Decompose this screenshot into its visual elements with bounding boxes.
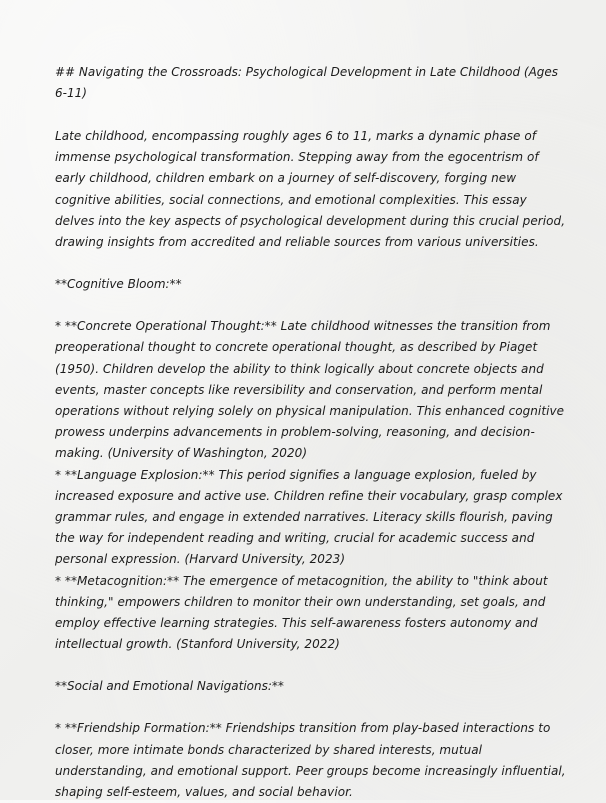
list-item-friendship: * **Friendship Formation:** Friendships transition from play-based interactions to closer, more intimate bonds characterized by shared interests, mutual understanding, and emotional support. Peer groups become increasingly influential, shaping self-esteem, values, and social behavior. — [55, 721, 566, 800]
spacer — [55, 655, 567, 676]
list-item-concrete-operational: * **Concrete Operational Thought:** Late childhood witnesses the transition from preoperational thought to concrete operational thought, as described by Piaget (1950). Children develop the ability to think logically about concrete objects and events, master concepts like reversibility and conservation, and perform mental operations without relying solely on physical manipulation. This enhanced cognitive prowess underpins advancements in problem-solving, reasoning, and decision-making. (University of Washington, 2020) — [55, 319, 565, 461]
intro-paragraph: Late childhood, encompassing roughly ages 6 to 11, marks a dynamic phase of immense psychological transformation. Stepping away from the egocentrism of early childhood, children embark on a journey of self-discovery, forging new cognitive abilities, social connections, and emotional complexities. This essay delves into the key aspects of psychological development during this crucial period, drawing insights from accredited and reliable sources from various universities. — [55, 129, 566, 250]
spacer — [55, 697, 567, 718]
list-item-language-explosion: * **Language Explosion:** This period signifies a language explosion, fueled by increased exposure and active use. Children refine their vocabulary, grasp complex grammar rules, and engage in extended narratives. Literacy skills flourish, paving the way for independent reading and writing, crucial for academic success and personal expression. (Harvard University, 2023) — [55, 467, 563, 567]
spacer — [55, 253, 567, 274]
document-title: ## Navigating the Crossroads: Psychological Development in Late Childhood (Ages 6-11) — [55, 65, 559, 100]
list-item-metacognition: * **Metacognition:** The emergence of metacognition, the ability to "think about thinking," empowers children to monitor their own understanding, set goals, and employ effective learning strategies. This self-awareness fosters autonomy and intellectual growth. (Stanford University, 2022) — [55, 573, 548, 652]
section-heading-cognitive: **Cognitive Bloom:** — [55, 277, 182, 292]
section-heading-social: **Social and Emotional Navigations:** — [55, 679, 284, 694]
document-page — [55, 62, 567, 803]
spacer — [55, 295, 567, 316]
